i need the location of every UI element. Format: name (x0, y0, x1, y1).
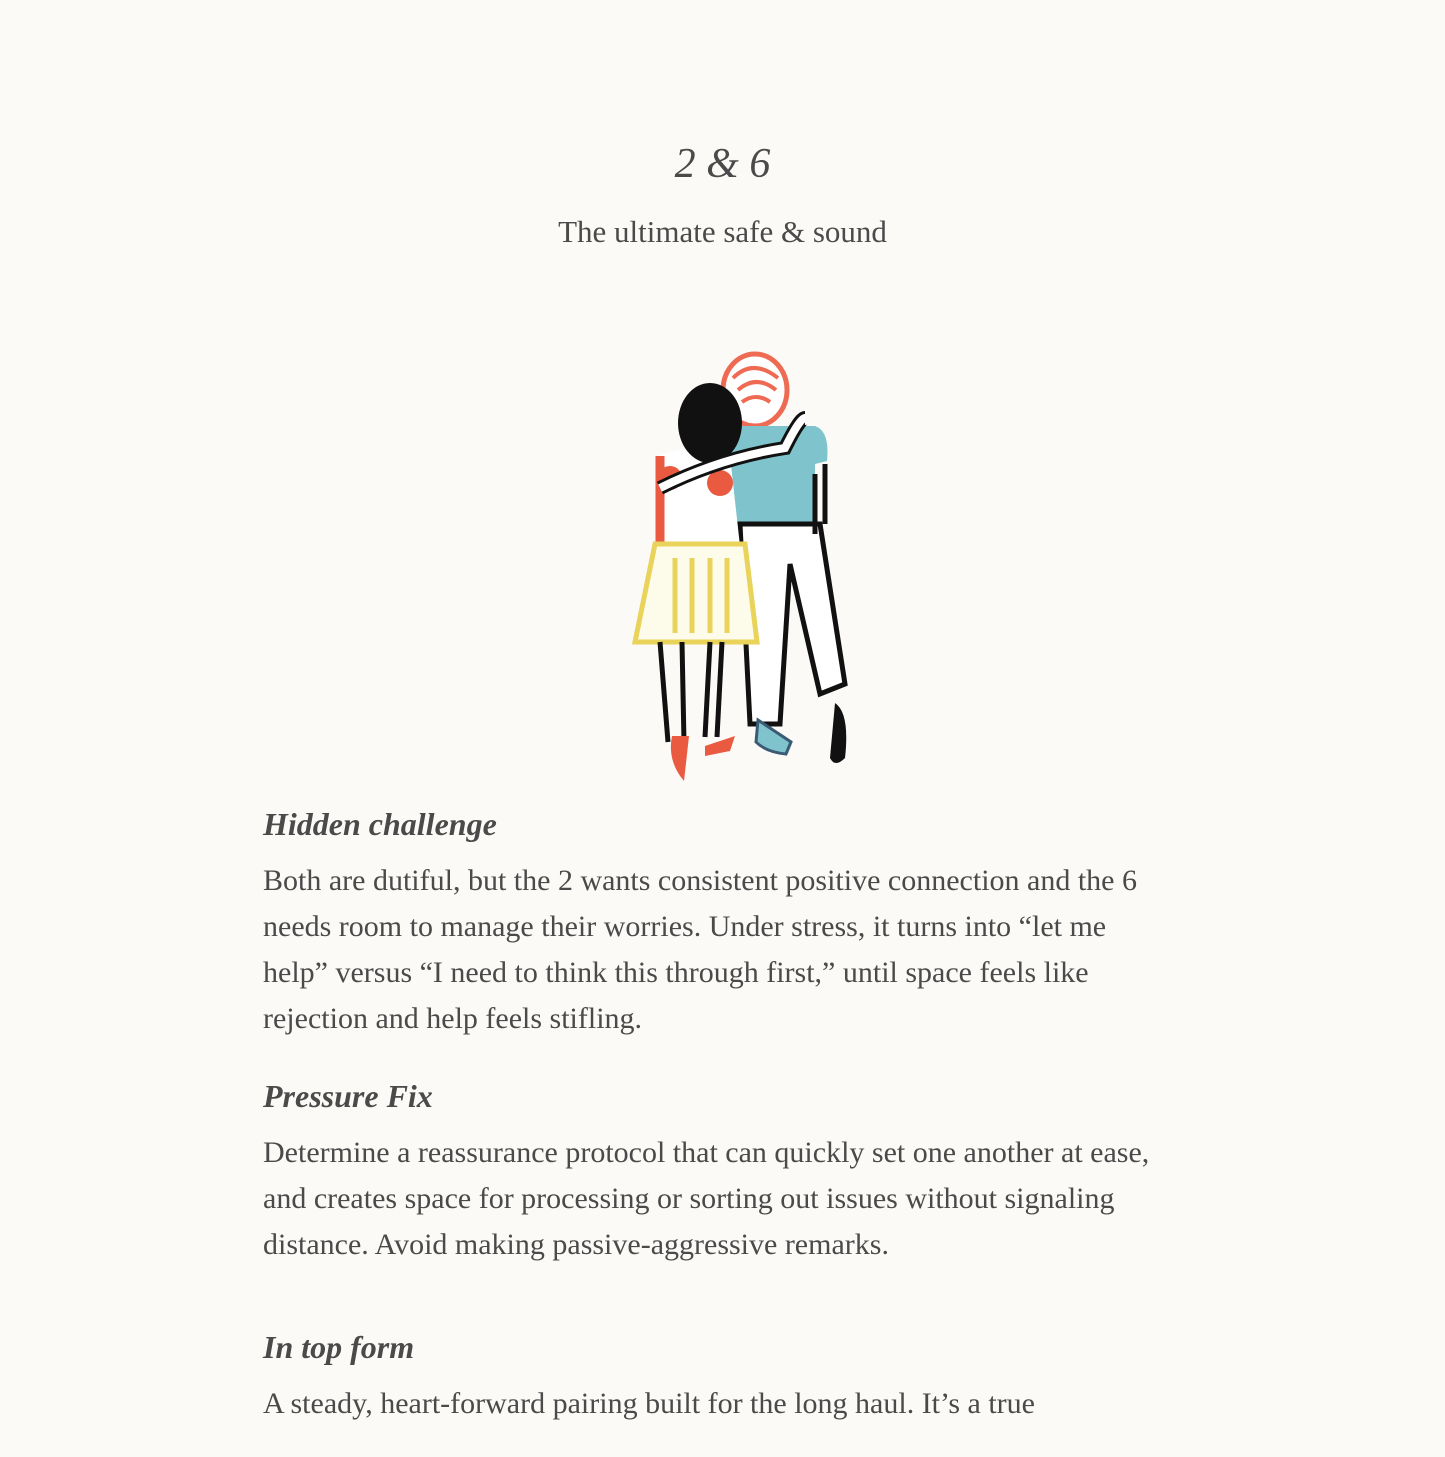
page-title: 2 & 6 (674, 141, 771, 187)
content (263, 800, 1178, 1457)
page-subtitle: The ultimate safe & sound (558, 214, 887, 249)
section-pressure-fix (263, 1072, 1178, 1268)
section-body: Determine a reassurance protocol that can quickly set one another at ease, and creates space for processing or sorting out issues without signaling distance. Avoid making passive-aggressive remarks. (263, 1136, 1150, 1261)
couple-hugging-illustration (630, 348, 870, 788)
section-body: A steady, heart-forward pairing built for the long haul. It’s a true (263, 1387, 1035, 1420)
section-hidden-challenge (263, 800, 1178, 1042)
section-heading: Pressure Fix (263, 1078, 433, 1114)
section-in-top-form (263, 1323, 1178, 1427)
section-heading: In top form (263, 1329, 415, 1365)
section-heading: Hidden challenge (263, 806, 497, 842)
section-body: Both are dutiful, but the 2 wants consistent positive connection and the 6 needs room to manage their worries. Under stress, it turns into “let me help” versus “I need to think this through first,” until space feels like rejection and help feels stifling. (263, 864, 1137, 1035)
